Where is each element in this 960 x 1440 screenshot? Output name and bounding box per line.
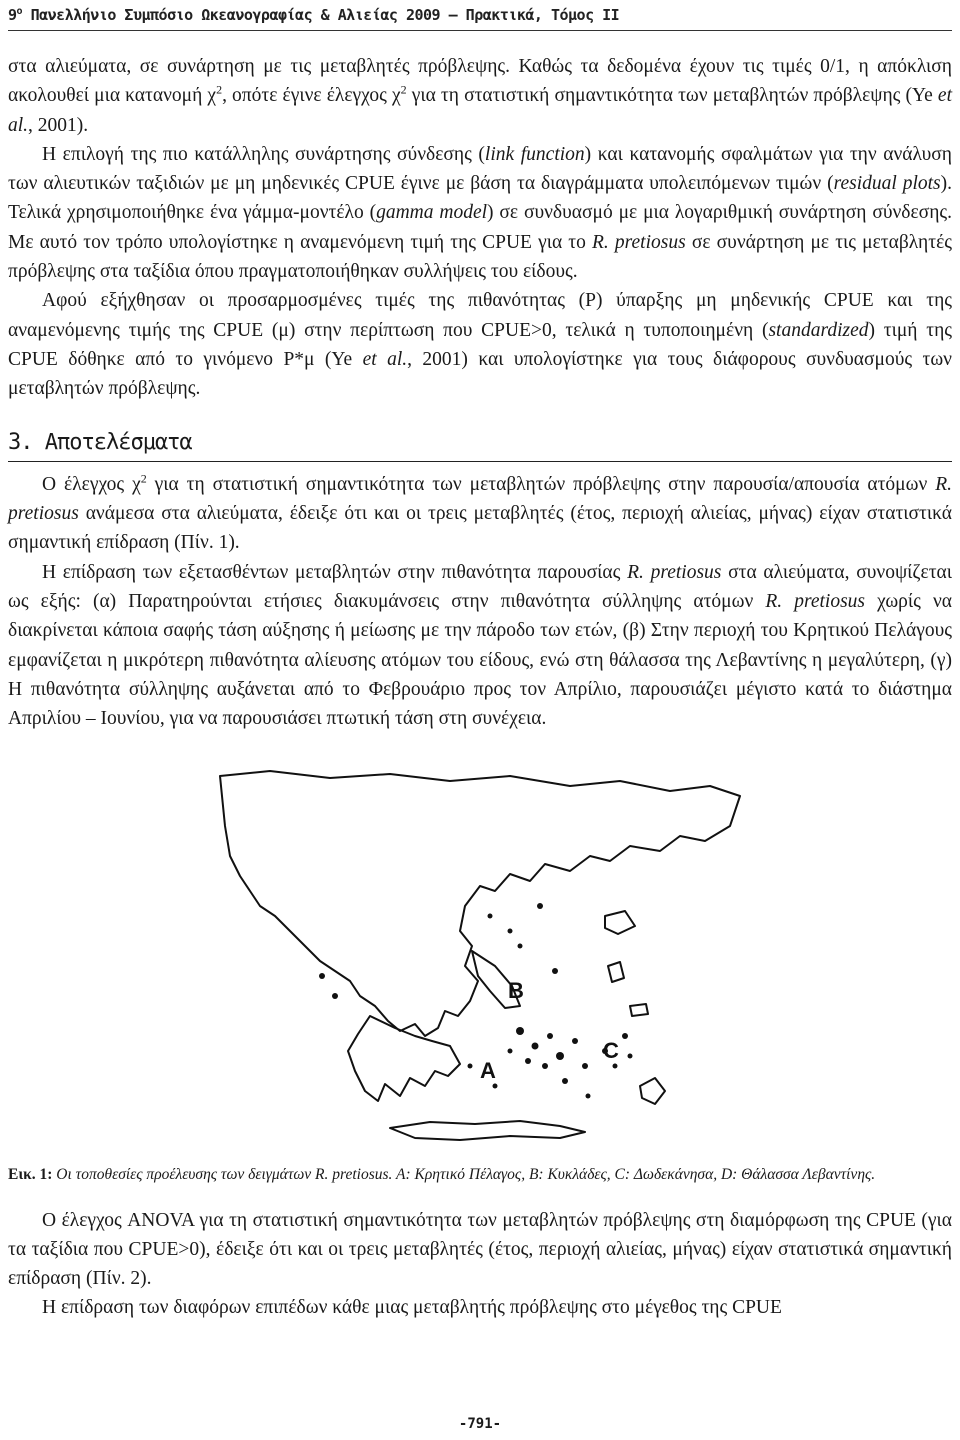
citation-etal: et al.	[8, 85, 952, 136]
species-name: R. pretiosus	[8, 473, 952, 525]
term-link-function: link function	[484, 143, 585, 165]
map-label-a: A	[480, 1057, 496, 1083]
page-number: -791-	[458, 1416, 502, 1432]
text: για τη στατιστική σημαντικότητα των μεταβλητών πρόβλεψης (Ye	[406, 85, 938, 107]
species-name: R. pretiosus	[592, 231, 686, 253]
text: , 2001).	[28, 114, 89, 136]
text: ) τιμή της CPUE δόθηκε από το γινόμενο P*μ (Ye	[8, 319, 952, 370]
figure-map-greece	[210, 766, 750, 1146]
figure-caption	[8, 1164, 952, 1186]
caption-lead: Εικ. 1:	[8, 1165, 53, 1183]
text: , οπότε έγινε έλεγχος χ	[222, 85, 401, 107]
text: Η επιλογή της πιο κατάλληλης συνάρτησης σύνδεσης (	[42, 143, 485, 165]
paragraph-7	[8, 1293, 952, 1322]
text: Ο έλεγχος ANOVA για τη στατιστική σημαντικότητα των μεταβλητών πρόβλεψης στη διαμόρφωση της CPUE (για τα ταξίδια που CPUE>0), έδειξε ότι και οι τρεις μεταβλητές (έτος, περιοχή αλιείας, μήνας) είχαν στατιστικά σημαντική επίδραση (Πίν. 2).	[8, 1209, 952, 1290]
header-volume-num: 9	[8, 6, 17, 24]
term-standardized: standardized	[768, 319, 869, 341]
term-residual-plots: residual plots	[833, 173, 941, 195]
paragraph-1	[8, 52, 952, 140]
text: Η επίδραση των εξετασθέντων μεταβλητών στην πιθανότητα παρουσίας	[42, 561, 628, 583]
text: , 2001) και υπολογίστηκε για τους διάφορους συνδυασμούς των μεταβλητών πρόβλεψης.	[8, 348, 952, 400]
text: Αφού εξήχθησαν οι προσαρμοσμένες τιμές της πιθανότητας (P) ύπαρξης μη μηδενικής CPUE και της αναμενόμενης τιμής της CPUE (μ) στην περίπτωση που CPUE>0, τελικά η τυποποιημένη (	[8, 290, 952, 341]
text: για τη στατιστική σημαντικότητα των μεταβλητών πρόβλεψης στην παρουσία/απουσία ατόμων	[146, 473, 936, 495]
caption-text: Οι τοποθεσίες προέλευσης των δειγμάτων R. pretiosus. A: Κρητικό Πέλαγος, B: Κυκλάδες, C: Δωδεκάνησα, D: Θάλασσα Λεβαντίνης.	[52, 1165, 876, 1183]
species-name: R. pretiosus	[627, 561, 722, 583]
species-name: R. pretiosus	[765, 591, 866, 613]
paragraph-4	[8, 470, 952, 558]
text: ) και κατανομής σφαλμάτων για την ανάλυση των αλιευτικών ταξιδιών με μη μηδενικές CPUE έγινε με βάση τα διαγράμματα υπολειπόμενων τιμών (	[8, 143, 952, 195]
header-volume-sup: ο	[16, 6, 23, 17]
paragraph-5	[8, 558, 952, 734]
paragraph-6	[8, 1206, 952, 1294]
map-label-c: C	[603, 1037, 619, 1063]
map-coastline	[220, 771, 740, 1140]
term-gamma-model: gamma model	[376, 202, 488, 224]
superscript: 2	[216, 82, 223, 97]
text: ) σε συνδυασμό με μια λογαριθμική συνάρτηση σύνδεσης. Με αυτό τον τρόπο υπολογίστηκε η αναμενόμενη τιμή της CPUE για το	[8, 202, 952, 253]
map-svg	[210, 766, 750, 1146]
text: Ο έλεγχος χ	[42, 473, 141, 495]
text: στα αλιεύματα, συνοψίζεται ως εξής: (α) Παρατηρούνται ετήσιες διακυμάνσεις στην πιθανότητα σύλληψης ατόμων	[8, 561, 952, 613]
text: χωρίς να διακρίνεται κάποια σαφής τάση αύξησης ή μείωσης με την πάροδο των ετών, (β) Στην περιοχή του Κρητικού Πελάγους εμφανίζεται η μικρότερη πιθανότητα αλίευσης ατόμων του είδους, ενώ στη θάλασσα της Λεβαντίνης η μεγαλύτερη, (γ) Η πιθανότητα σύλληψης αυξάνεται από το Φεβρουάριο προς τον Απρίλιο, παρουσιάζει μέγιστο κατά το διάστημα Απριλίου – Ιουνίου, για να παρουσιάσει πτωτική τάση στη συνέχεια.	[8, 591, 952, 730]
page-body	[8, 52, 952, 1323]
text: ). Τελικά χρησιμοποιήθηκε ένα γάμμα-μοντέλο (	[8, 173, 952, 224]
section-heading-results: 3. Αποτελέσματα	[8, 428, 952, 462]
header-title: Πανελλήνιο Συμπόσιο Ωκεανογραφίας & Αλιείας 2009 – Πρακτικά, Τόμος ΙΙ	[22, 6, 620, 24]
text: σε συνάρτηση με τις μεταβλητές πρόβλεψης στα ταξίδια όπου πραγματοποιήθηκαν συλλήψεις του είδους.	[8, 231, 952, 283]
superscript: 2	[140, 471, 147, 486]
citation-etal: et al.	[362, 348, 408, 370]
running-header	[8, 6, 952, 31]
text: Η επίδραση των διαφόρων επιπέδων κάθε μιας μεταβλητής πρόβλεψης στο μέγεθος της CPUE	[42, 1297, 782, 1319]
paragraph-3	[8, 286, 952, 403]
text: ανάμεσα στα αλιεύματα, έδειξε ότι και οι τρεις μεταβλητές (έτος, περιοχή αλιείας, μήνας) είχαν στατιστικά σημαντική επίδραση (Πίν. 1).	[8, 503, 952, 554]
map-label-b: B	[508, 977, 524, 1003]
paragraph-2	[8, 140, 952, 286]
text: στα αλιεύματα, σε συνάρτηση με τις μεταβλητές πρόβλεψης. Καθώς τα δεδομένα έχουν τις τιμές 0/1, η απόκλιση ακολουθεί μια κατανομή χ	[8, 56, 952, 107]
superscript: 2	[400, 82, 407, 97]
